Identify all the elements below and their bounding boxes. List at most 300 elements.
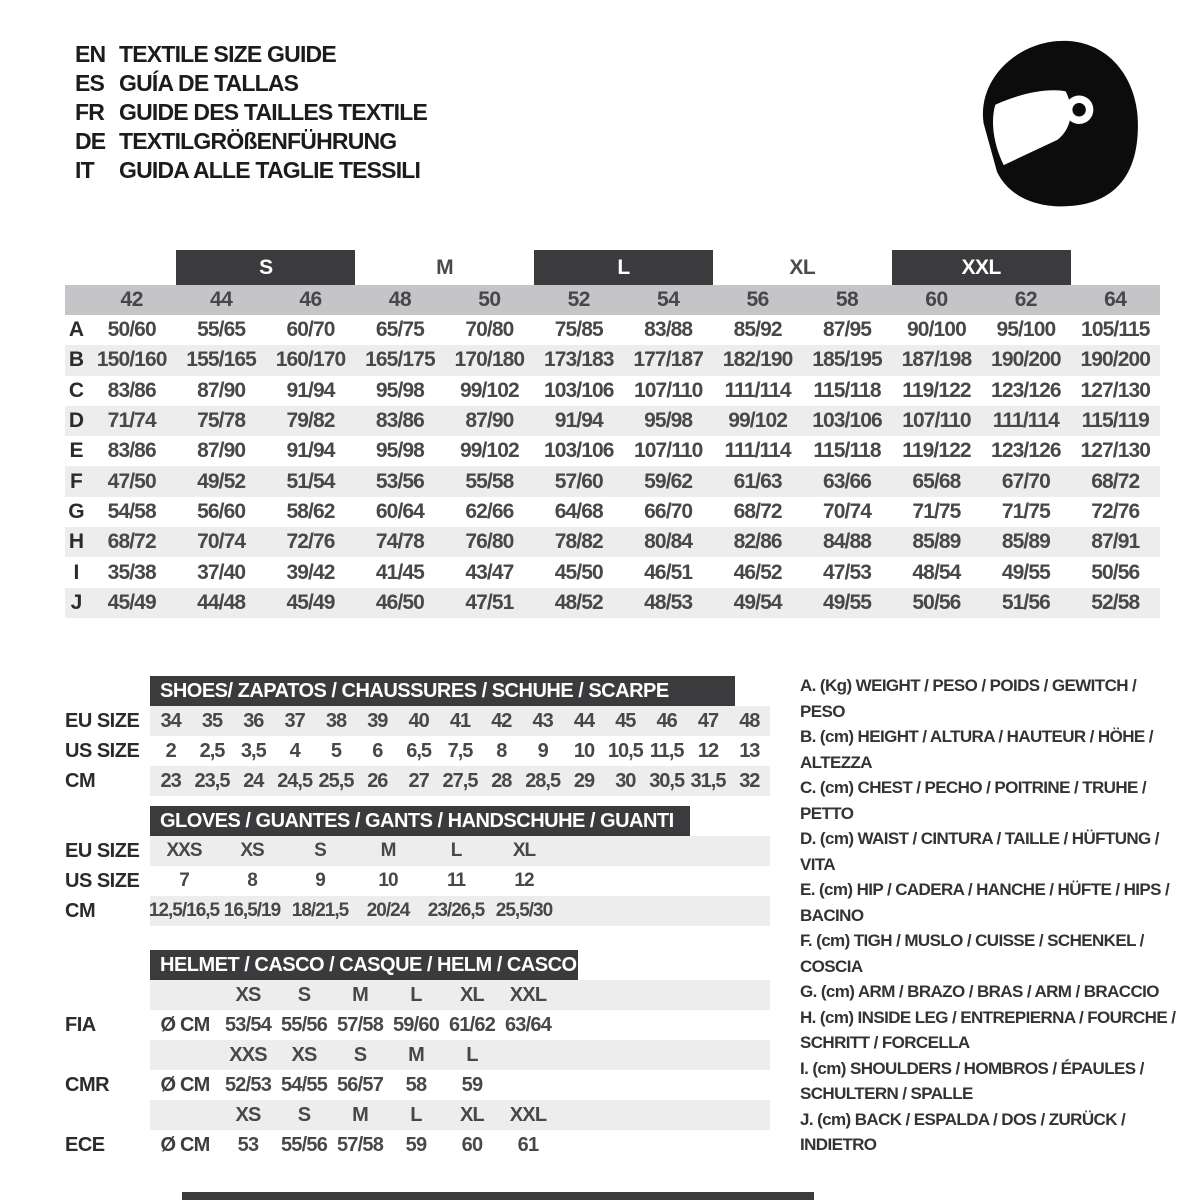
cell: 58/62 <box>286 499 335 523</box>
language-code: EN <box>75 41 106 67</box>
cell: 62/66 <box>465 499 514 523</box>
helmet-size-section <box>65 950 770 1160</box>
legend-item: G. (cm) ARM / BRAZO / BRAS / ARM / BRACCIO <box>800 982 1159 1001</box>
cell: 16,5/19 <box>223 900 281 921</box>
cell: 11 <box>446 870 466 891</box>
row-letter: D <box>68 409 84 433</box>
cell: 31,5 <box>690 769 726 792</box>
shoes-row-values <box>150 706 770 736</box>
cell: XXS <box>166 840 202 861</box>
cell: 48/53 <box>644 590 693 614</box>
language-title-list <box>75 40 427 185</box>
cell: 87/91 <box>1091 530 1140 554</box>
cell: 68/72 <box>107 530 156 554</box>
cell: 50/56 <box>1091 560 1140 584</box>
cell: 7 <box>179 870 189 891</box>
cell: 65/68 <box>912 469 961 493</box>
cell: 111/114 <box>992 409 1059 433</box>
cell: 46 <box>656 709 677 732</box>
measurement-row <box>65 345 1160 375</box>
cell: S <box>314 840 326 861</box>
cell: 91/94 <box>286 439 335 463</box>
cell: 42 <box>491 709 512 732</box>
cell: 85/89 <box>912 530 961 554</box>
cell: 10,5 <box>607 739 643 762</box>
size-number: 60 <box>925 288 948 311</box>
size-number: 54 <box>657 288 680 311</box>
cell: 75/78 <box>197 409 246 433</box>
cell: 20/24 <box>366 900 410 921</box>
cell: 23 <box>160 769 181 792</box>
cell: 8 <box>496 739 507 762</box>
cell: 182/190 <box>722 348 793 372</box>
cell: 46/50 <box>375 590 424 614</box>
size-number: 52 <box>567 288 590 311</box>
cell: 64/68 <box>554 499 603 523</box>
cell: 68/72 <box>733 499 782 523</box>
size: S <box>353 1043 367 1066</box>
cell: 39/42 <box>286 560 335 584</box>
cell: 190/200 <box>1080 348 1151 372</box>
size-number: 50 <box>478 288 501 311</box>
measurement-row <box>65 466 1160 496</box>
legend-item: F. (cm) TIGH / MUSLO / CUISSE / SCHENKEL / COSCIA <box>800 931 1144 976</box>
cell: 87/90 <box>197 378 246 402</box>
language-row <box>75 98 427 127</box>
cell: 185/195 <box>812 348 882 372</box>
cell: 99/102 <box>459 439 519 463</box>
language-row <box>75 40 427 69</box>
cell: 55/58 <box>465 469 514 493</box>
cell: 160/170 <box>275 348 346 372</box>
cell: 25,5/30 <box>495 900 553 921</box>
cell: 83/88 <box>644 318 693 342</box>
cell: 95/98 <box>644 409 693 433</box>
cell: 12 <box>514 870 534 891</box>
cell: 71/75 <box>912 499 961 523</box>
size-label-m: M <box>436 255 454 279</box>
language-row <box>75 156 427 185</box>
partial-section-bar <box>182 1192 814 1200</box>
cell: 12 <box>697 739 719 762</box>
helmet-values-row <box>150 1130 770 1160</box>
cell: 61/63 <box>733 469 782 493</box>
cell: 45 <box>615 709 636 732</box>
size-label-xl: XL <box>789 255 816 279</box>
cell: L <box>450 840 462 861</box>
size-number: 42 <box>120 288 143 311</box>
cell: 23,5 <box>194 769 230 792</box>
racing-helmet-icon <box>975 36 1143 212</box>
cell: XS <box>240 840 264 861</box>
cell: 12,5/16,5 <box>148 900 220 921</box>
gloves-row-values <box>150 896 770 926</box>
cell: 47/51 <box>465 590 514 614</box>
language-code: ES <box>75 70 105 96</box>
cell: 127/130 <box>1080 378 1151 402</box>
size-number: 48 <box>388 288 412 311</box>
cell: 63/64 <box>504 1013 552 1036</box>
legend-item: B. (cm) HEIGHT / ALTURA / HAUTEUR / HÖHE / ALTEZZA <box>800 727 1153 772</box>
gloves-row-values <box>150 866 770 896</box>
size: M <box>352 1103 368 1126</box>
gloves-row-label: US SIZE <box>65 869 140 892</box>
unit-spacer <box>150 980 220 1010</box>
unit-spacer <box>150 1100 220 1130</box>
cell: 4 <box>289 739 300 762</box>
cell: 45/49 <box>286 590 335 614</box>
measurement-row <box>65 497 1160 527</box>
cell: 150/160 <box>96 348 167 372</box>
cell: 123/126 <box>991 439 1061 463</box>
legend-item: A. (Kg) WEIGHT / PESO / POIDS / GEWITCH / PESO <box>800 676 1137 721</box>
measurement-row <box>65 376 1160 406</box>
row-letter: J <box>70 590 82 614</box>
cell: 55/56 <box>280 1133 328 1156</box>
row-letter: E <box>69 439 83 463</box>
cell: 49/52 <box>197 469 246 493</box>
row-letter: F <box>70 469 82 493</box>
cell: 103/106 <box>543 439 614 463</box>
size: L <box>410 983 422 1006</box>
cell: 123/126 <box>991 378 1061 402</box>
cell: 48/54 <box>912 560 961 584</box>
cell: 36 <box>243 709 264 732</box>
cell: 54/58 <box>107 499 156 523</box>
measurement-row <box>65 436 1160 466</box>
cell: 2 <box>165 739 176 762</box>
legend-item: J. (cm) BACK / ESPALDA / DOS / ZURÜCK / INDIETRO <box>800 1109 1126 1154</box>
row-letter: A <box>68 318 84 342</box>
size-number: 62 <box>1014 288 1038 311</box>
cell: 40 <box>408 709 429 732</box>
cell: 187/198 <box>901 348 972 372</box>
cell: XL <box>512 840 536 861</box>
cell: 34 <box>160 709 181 732</box>
language-code: IT <box>75 157 94 183</box>
cell: 127/130 <box>1080 439 1151 463</box>
cell: 41 <box>449 709 471 732</box>
cell: 170/180 <box>454 348 525 372</box>
cell: 38 <box>325 709 347 732</box>
size: XXL <box>509 983 547 1006</box>
cell: 82/86 <box>733 530 782 554</box>
measurement-row <box>65 588 1160 618</box>
size: M <box>352 983 368 1006</box>
size-label-s: S <box>176 250 355 285</box>
cell: 90/100 <box>907 318 966 342</box>
unit-spacer <box>150 1040 220 1070</box>
shoes-section-title: SHOES/ ZAPATOS / CHAUSSURES / SCHUHE / SCARPE <box>150 676 735 706</box>
cell: 91/94 <box>286 378 335 402</box>
measurement-row <box>65 557 1160 587</box>
gloves-row-values <box>150 836 770 866</box>
legend-item: I. (cm) SHOULDERS / HOMBROS / ÉPAULES / SCHULTERN / SPALLE <box>800 1058 1144 1103</box>
cell: 95/98 <box>375 378 424 402</box>
cell: 67/70 <box>1001 469 1050 493</box>
shoes-row-values <box>150 736 770 766</box>
cell: 28 <box>491 769 512 792</box>
cell: 53/54 <box>224 1013 272 1036</box>
shoes-row-values <box>150 766 770 796</box>
size-label-l: L <box>534 250 713 285</box>
helmet-values-row <box>150 1070 770 1100</box>
cell: 95/98 <box>375 439 424 463</box>
language-row <box>75 69 427 98</box>
cell: 32 <box>739 769 760 792</box>
cell: 59 <box>405 1133 427 1156</box>
cell: 55/65 <box>197 318 246 342</box>
gloves-section-title: GLOVES / GUANTES / GANTS / HANDSCHUHE / GUANTI <box>150 806 690 836</box>
cell: 51/54 <box>286 469 335 493</box>
cell: 72/76 <box>286 530 335 554</box>
cell: 47/53 <box>823 560 872 584</box>
cell: 57/60 <box>554 469 603 493</box>
cell: 2,5 <box>199 739 225 762</box>
language-title: GUIDA ALLE TAGLIE TESSILI <box>119 157 421 183</box>
size-number: 56 <box>746 288 769 311</box>
cell: 63/66 <box>823 469 872 493</box>
size: S <box>297 1103 311 1126</box>
helmet-sizes-row <box>150 1040 770 1070</box>
cell: 85/92 <box>733 318 782 342</box>
cell: 47 <box>697 709 719 732</box>
cell: 52/53 <box>224 1073 272 1096</box>
size-number: 44 <box>209 288 233 311</box>
cell: 24,5 <box>277 769 313 792</box>
cell: 111/114 <box>724 439 791 463</box>
cell: 107/110 <box>902 409 971 433</box>
size: XXL <box>509 1103 547 1126</box>
cell: 65/75 <box>375 318 424 342</box>
cell: 57/58 <box>336 1013 384 1036</box>
cell: 39 <box>367 709 388 732</box>
helmet-sizes-row <box>150 980 770 1010</box>
cell: 48 <box>739 709 760 732</box>
size: XS <box>291 1043 317 1066</box>
cell: 115/119 <box>1081 409 1149 433</box>
cell: 190/200 <box>991 348 1061 372</box>
cell: 59/62 <box>644 469 693 493</box>
cell: 28,5 <box>525 769 561 792</box>
cell: 55/56 <box>280 1013 328 1036</box>
language-code: DE <box>75 128 106 154</box>
language-title: TEXTILE SIZE GUIDE <box>119 41 336 67</box>
helmet-standard-label: FIA <box>65 1013 96 1036</box>
cell: 70/80 <box>465 318 514 342</box>
cell: 103/106 <box>543 378 614 402</box>
cell: 58 <box>405 1073 427 1096</box>
helmet-sizes-row <box>150 1100 770 1130</box>
cell: 71/74 <box>107 409 156 433</box>
language-row <box>75 127 427 156</box>
cell: 61 <box>517 1133 539 1156</box>
shoes-row-label: CM <box>65 769 96 792</box>
cell: 9 <box>537 739 548 762</box>
cell: 87/95 <box>823 318 872 342</box>
cell: 47/50 <box>107 469 156 493</box>
row-letter: H <box>68 530 84 554</box>
cell: 119/122 <box>902 378 971 402</box>
cell: 60/64 <box>375 499 424 523</box>
gloves-row-label: CM <box>65 899 96 922</box>
cell: 49/54 <box>733 590 782 614</box>
size: XL <box>460 1103 484 1126</box>
cell: 23/26,5 <box>427 900 485 921</box>
cell: 24 <box>243 769 264 792</box>
cell: 46/51 <box>644 560 693 584</box>
cell: 68/72 <box>1091 469 1140 493</box>
cell: 105/115 <box>1081 318 1150 342</box>
cell: 26 <box>367 769 388 792</box>
size-letter-header <box>65 250 1160 285</box>
cell: 80/84 <box>644 530 693 554</box>
measurement-row <box>65 315 1160 345</box>
cell: 53/56 <box>375 469 424 493</box>
cell: 27 <box>408 769 429 792</box>
cell: 30 <box>615 769 636 792</box>
cell: 50/60 <box>107 318 156 342</box>
cell: 83/86 <box>375 409 424 433</box>
size: XXS <box>229 1043 267 1066</box>
size: L <box>410 1103 422 1126</box>
cell: 177/187 <box>633 348 703 372</box>
cell: 75/85 <box>554 318 603 342</box>
cell: 99/102 <box>728 409 788 433</box>
cell: 44/48 <box>197 590 246 614</box>
cell: 119/122 <box>902 439 971 463</box>
size <box>500 1040 556 1070</box>
cell: 78/82 <box>554 530 603 554</box>
cell: 11,5 <box>649 739 684 762</box>
cell: M <box>380 840 396 861</box>
cell: 37/40 <box>197 560 246 584</box>
diameter-unit: Ø CM <box>160 1133 210 1156</box>
cell: 56/60 <box>197 499 246 523</box>
cell: 10 <box>573 739 595 762</box>
textile-size-table <box>65 250 1160 618</box>
cell: 53 <box>237 1133 259 1156</box>
cell: 9 <box>315 870 325 891</box>
cell: 35 <box>201 709 223 732</box>
cell: 87/90 <box>197 439 246 463</box>
size-number: 46 <box>299 288 322 311</box>
size: M <box>408 1043 424 1066</box>
row-letter: B <box>68 348 84 372</box>
language-title: TEXTILGRÖßENFÜHRUNG <box>119 128 397 154</box>
cell: 60/70 <box>286 318 335 342</box>
cell: 76/80 <box>465 530 514 554</box>
legend-item: E. (cm) HIP / CADERA / HANCHE / HÜFTE / HIPS / BACINO <box>800 880 1170 925</box>
cell: 56/57 <box>336 1073 384 1096</box>
cell: 44 <box>573 709 595 732</box>
row-letter: I <box>73 560 79 584</box>
measurement-row <box>65 406 1160 436</box>
cell: 84/88 <box>823 530 872 554</box>
gloves-size-section <box>65 806 770 926</box>
cell: 61/62 <box>448 1013 496 1036</box>
row-letter: C <box>68 378 84 402</box>
cell: 115/118 <box>813 378 881 402</box>
cell: 52/58 <box>1091 590 1140 614</box>
cell: 6,5 <box>406 739 432 762</box>
cell: 10 <box>378 870 398 891</box>
cell: 49/55 <box>823 590 872 614</box>
cell: 155/165 <box>186 348 256 372</box>
language-code: FR <box>75 99 105 125</box>
cell: 51/56 <box>1001 590 1050 614</box>
cell: 48/52 <box>554 590 603 614</box>
helmet-section-title: HELMET / CASCO / CASQUE / HELM / CASCO <box>150 950 578 980</box>
cell: 107/110 <box>633 378 703 402</box>
cell: 45/50 <box>554 560 603 584</box>
cell: 50/56 <box>912 590 961 614</box>
cell: 59/60 <box>392 1013 440 1036</box>
cell: 6 <box>372 739 383 762</box>
legend-item: D. (cm) WAIST / CINTURA / TAILLE / HÜFTUNG / VITA <box>800 829 1159 874</box>
cell: 74/78 <box>375 530 424 554</box>
measurement-legend <box>800 673 1182 1158</box>
cell: 99/102 <box>459 378 519 402</box>
cell: 30,5 <box>649 769 685 792</box>
cell: 37 <box>284 709 305 732</box>
size: XS <box>235 1103 261 1126</box>
cell: 35/38 <box>107 560 156 584</box>
cell: 46/52 <box>733 560 782 584</box>
helmet-standard-label: CMR <box>65 1073 110 1096</box>
size-label-xxl: XXL <box>892 250 1071 285</box>
cell: 27,5 <box>442 769 478 792</box>
cell: 83/86 <box>107 439 156 463</box>
cell: 70/74 <box>197 530 246 554</box>
shoes-row-label: US SIZE <box>65 739 140 762</box>
strip-spacer <box>65 285 87 315</box>
cell: 79/82 <box>286 409 335 433</box>
cell: 115/118 <box>813 439 881 463</box>
cell: 173/183 <box>543 348 614 372</box>
cell: 70/74 <box>823 499 872 523</box>
cell <box>500 1070 556 1100</box>
shoes-size-section <box>65 676 770 796</box>
cell: 111/114 <box>724 378 791 402</box>
size-number-strip <box>65 285 1160 315</box>
helmet-values-row <box>150 1010 770 1040</box>
helmet-standard-label: ECE <box>65 1133 105 1156</box>
measurement-row <box>65 527 1160 557</box>
legend-item: H. (cm) INSIDE LEG / ENTREPIERNA / FOURCHE / SCHRITT / FORCELLA <box>800 1007 1176 1052</box>
cell: 107/110 <box>633 439 703 463</box>
cell: 71/75 <box>1001 499 1050 523</box>
cell: 25,5 <box>318 769 354 792</box>
cell: 95/100 <box>996 318 1056 342</box>
cell: 41/45 <box>375 560 424 584</box>
cell: 3,5 <box>240 739 266 762</box>
size: L <box>466 1043 478 1066</box>
cell: 103/106 <box>812 409 882 433</box>
cell: 49/55 <box>1001 560 1050 584</box>
legend-item: C. (cm) CHEST / PECHO / POITRINE / TRUHE / PETTO <box>800 778 1147 823</box>
size-number: 58 <box>835 288 859 311</box>
cell: 60 <box>461 1133 483 1156</box>
diameter-unit: Ø CM <box>160 1013 210 1036</box>
cell: 29 <box>573 769 595 792</box>
cell: 18/21,5 <box>291 900 349 921</box>
row-letter: G <box>68 499 84 523</box>
cell: 54/55 <box>280 1073 328 1096</box>
cell: 43/47 <box>465 560 514 584</box>
cell: 8 <box>247 870 257 891</box>
language-title: GUÍA DE TALLAS <box>119 70 299 96</box>
